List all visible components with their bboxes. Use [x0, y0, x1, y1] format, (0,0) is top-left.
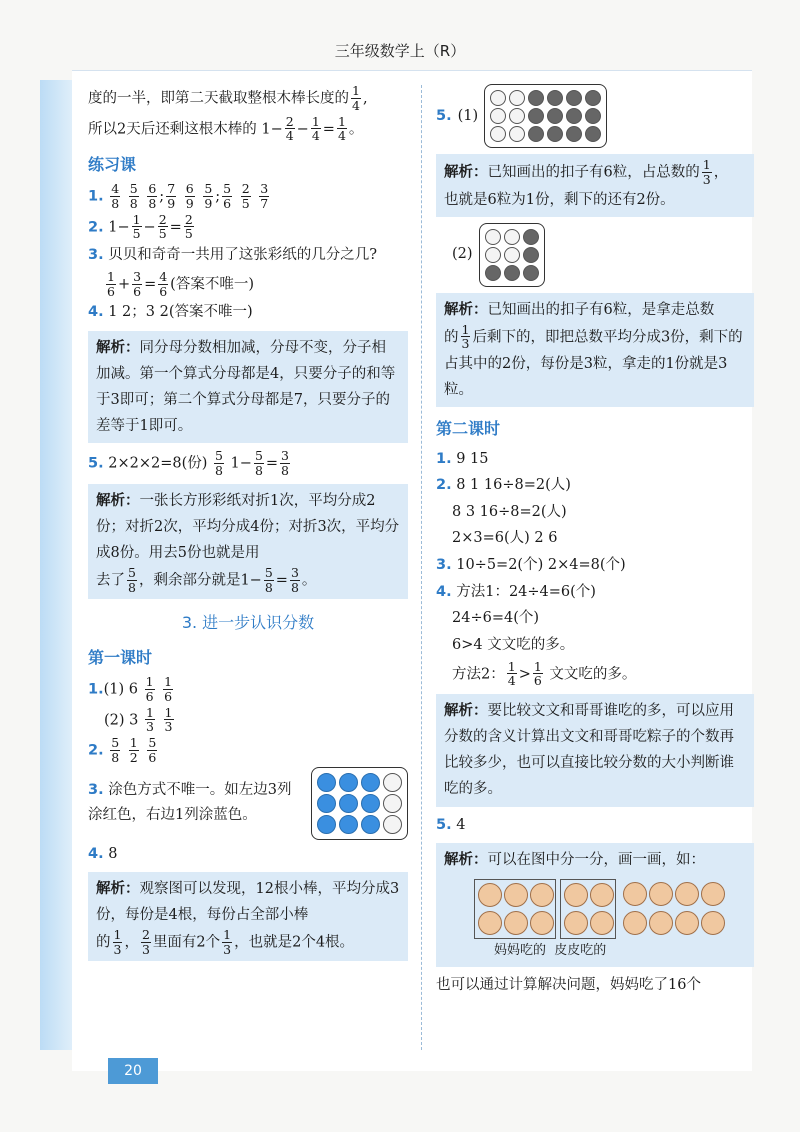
- lesson-1-title: 第一课时: [88, 647, 153, 667]
- column-divider: [421, 85, 422, 1050]
- analysis-box-3: 解析：观察图可以发现，12根小棒，平均分成3份，每份是4根，每份占全部小棒 的 $\frac{1}{3}$ ， $\frac{2}{3}$ 里面有2个 $\frac{1}{3}$ ，也就是2个4根。: [88, 872, 408, 961]
- left-column: 度的一半，即第二天截取整根木棒长度的 $\frac{1}{4}$ , 所以2天后还剩这根木棒的 1− $\frac{2}{4}$ − $\frac{1}{4}$ = $\frac{1}{4}$ 。 练习课 1. $\frac{4}{8}$ $\frac{5}{8}$ $\frac{6}{8}$ ; $\frac{7}{9}$ $\frac{6}{9}$ $\frac{5}{9}$ ; $\frac{5}{6}$ $\frac{2}{5}$ $\frac{3}{7}$ 2. 1− $\frac{1}{5}$ − $\frac{2}{5}$ = $\frac{2}{5}$ 3. 贝贝和奇奇一共用了这张彩纸的几分之几? $\frac{1}{6}$ + $\frac{3}{6}$ = $\frac{4}{6}$ (答案不唯一) 4. 1 2；3 2(答案不唯一) 解析：同分母分数相加减，分母不变，分子相加减。第一个算式分母都是4，只要分子的和等于3即可；第二个算式分母都是7，只要分子的差等于1即可。 5. 2×2×2=8(份) $\frac{5}{8}$ 1− $\frac{5}{8}$ = $\frac{3}{8}$ 解析：一张长方形彩纸对折1次，平均分成2份；对折2次，平均分成4份；对折3次，平均分成8份。用去5份也就是用 去了 $\frac{5}{8}$ ，剩余部分就是1− $\frac{5}{8}$ = $\frac{3}{8}$ 。 3. 进一步认识分数 第一课时 1.(1) 6 $\frac{1}{6}$ $\frac{1}{6}$ (2) 3 $\frac{1}{3}$ $\frac{1}{3}$ 2. $\frac{5}{8}$ $\frac{1}{2}$ $\frac{5}{6}$ 3. 涂色方式不唯一。如左边3列涂红色，右边1列涂蓝色。 4. 8 解析：观察图可以发现，12根小棒，平均分成3份，每份是4根，每份占全部小棒 的 $\frac{1}{3}$ ， $\frac{2}{3}$ 里面有2个 $\frac{1}{3}$ ，也就是2个4根。: [88, 82, 408, 967]
- analysis-box-1: 解析：同分母分数相加减，分母不变，分子相加减。第一个算式分母都是4，只要分子的和等于3即可；第二个算式分母都是7，只要分子的差等于1即可。: [88, 331, 408, 443]
- buttons-figure-1: [484, 84, 607, 148]
- q3b-text: 涂色方式不唯一。如左边3列涂红色，右边1列涂蓝色。: [88, 782, 292, 823]
- chapter-title: 3. 进一步认识分数: [181, 612, 315, 632]
- cont-line-1: 度的一半，即第二天截取整根木棒长度的: [88, 90, 349, 107]
- cont-line-2: 所以2天后还剩这根木棒的: [88, 120, 257, 137]
- q3-text: 贝贝和奇奇一共用了这张彩纸的几分之几?: [108, 247, 377, 264]
- right-column: 5. (1) 解析：已知画出的扣子有6粒，占总数的 $\frac{1}{3}$ ， 也就是6粒为1份，剩下的还有2份。 (2) 解析：已知画出的扣子有6粒，是拿走总数 的 $\frac{1}{3}$ 后剩下的，即把总数平均分成3份，剩下的占其中的2份，每份是3粒，拿走的1份就是3粒。 第二课时 1. 9 15 2. 8 1 16÷8=2(人) 8 3 16÷8=2(人) 2×3=6(人) 2 6 3. 10÷5=2(个) 2×4=8(个) 4. 方法1：24÷4=6(个) 24÷6=4(个) 6>4 文文吃的多。 方法2： $\frac{1}{4}$ > $\frac{1}{6}$ 文文吃的多。 解析：要比较文文和哥哥谁吃的多，可以应用分数的含义计算出文文和哥哥吃粽子的个数再比较多少，也可以直接比较分数的大小判断谁吃的多。 5. 4 解析：可以在图中分一分，画一画，如： 妈妈吃的 皮皮吃的 也可以通过计算解决问题，妈妈吃了16个: [436, 82, 754, 999]
- page-number: 20: [108, 1058, 158, 1084]
- lesson-2-title: 第二课时: [436, 419, 501, 439]
- analysis-box-5: 解析：已知画出的扣子有6粒，是拿走总数 的 $\frac{1}{3}$ 后剩下的，即把总数平均分成3份，剩下的占其中的2份，每份是3粒，拿走的1份就是3粒。: [436, 293, 754, 408]
- analysis-box-2: 解析：一张长方形彩纸对折1次，平均分成2份；对折2次，平均分成4份；对折3次，平均分成8份。用去5份也就是用 去了 $\frac{5}{8}$ ，剩余部分就是1− $\frac{5}{8}$ = $\frac{3}{8}$ 。: [88, 484, 408, 599]
- button-grid-figure: [311, 767, 408, 840]
- analysis-box-4: 解析：已知画出的扣子有6粒，占总数的 $\frac{1}{3}$ ， 也就是6粒为1份，剩下的还有2份。: [436, 154, 754, 217]
- section-lianxi: 练习课: [88, 155, 137, 174]
- page-header: 三年级数学上（R）: [334, 42, 466, 60]
- analysis-box-6: 解析：要比较文文和哥哥谁吃的多，可以应用分数的含义计算出文文和哥哥吃粽子的个数再比较多少，也可以直接比较分数的大小判断谁吃的多。: [436, 694, 754, 806]
- peach-figure: [474, 879, 746, 939]
- analysis-box-7: 解析：可以在图中分一分，画一画，如： 妈妈吃的 皮皮吃的: [436, 843, 754, 966]
- buttons-figure-2: [479, 223, 545, 287]
- q4-text: 1 2；3 2(答案不唯一): [108, 304, 253, 321]
